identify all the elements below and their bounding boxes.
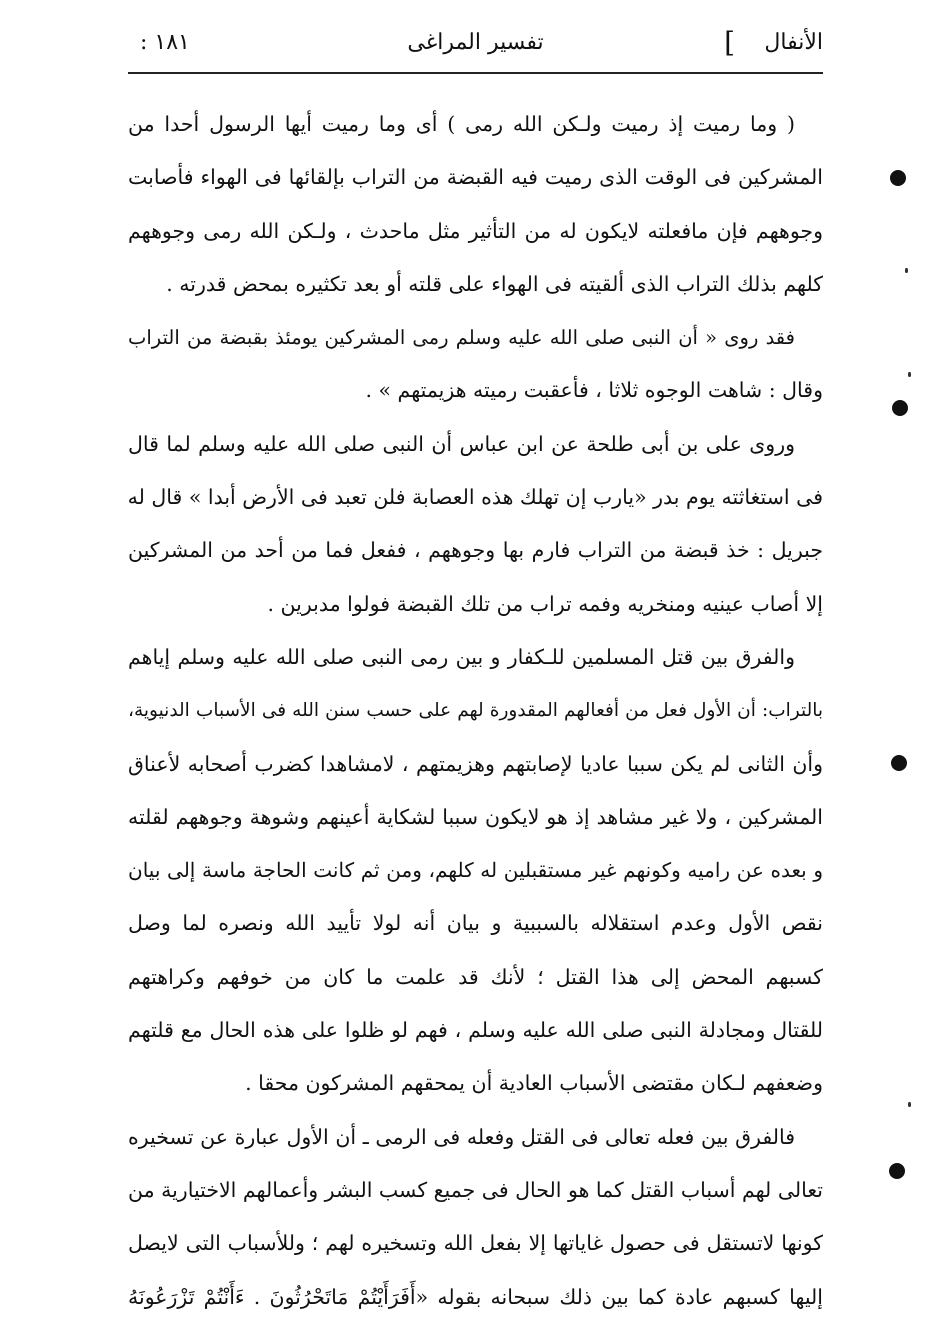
text-line: إليها كسبهم عادة كما بين ذلك سبحانه بقوله «أَفَرَأَيْتُمْ مَاتَحْرُثُونَ . ءَأَنْتُمْ تَزْرَعُونَهُ (128, 1284, 823, 1309)
text-line: وضعفهم لـكان مقتضى الأسباب العادية أن يمحقهم المشركون محقا . (245, 1071, 823, 1096)
text-line: المشركين ، ولا غير مشاهد إذ هو لايكون سببا لشكاية أعينهم وشوهة وجوههم لقلته (128, 804, 823, 829)
text-line: كسبهم المحض إلى هذا القتل ؛ لأنك قد علمت ما كان من خوفهم وكراهتهم (128, 964, 823, 989)
header-rule (128, 72, 823, 74)
margin-ink-blot (892, 400, 908, 416)
text-line: وروى على بن أبى طلحة عن ابن عباس أن النبى صلى الله عليه وسلم لما قال (128, 431, 795, 456)
header-bracket: ] (724, 26, 735, 59)
margin-speck (905, 268, 908, 273)
surah-name: الأنفال (764, 30, 823, 55)
text-line: كونها لاتستقل فى حصول غاياتها إلا بفعل الله وتسخيره لهم ؛ وللأسباب التى لايصل (128, 1231, 823, 1256)
text-line: فقد روى « أن النبى صلى الله عليه وسلم رمى المشركين يومئذ بقبضة من التراب (128, 326, 795, 350)
page-number: ١٨١ : (140, 30, 190, 55)
margin-ink-blot (889, 1163, 905, 1179)
text-line: للقتال ومجادلة النبى صلى الله عليه وسلم ، فهم لو ظلوا على هذه الحال مع قلتهم (128, 1018, 823, 1043)
text-line: فالفرق بين فعله تعالى فى القتل وفعله فى الرمى ـ أن الأول عبارة عن تسخيره (128, 1124, 795, 1149)
margin-ink-blot (891, 755, 907, 771)
text-line: بالتراب: أن الأول فعل من أفعالهم المقدورة لهم على حسب سنن الله فى الأسباب الدنيوية، (128, 700, 823, 722)
body-text (128, 98, 823, 1324)
text-line: كلهم بذلك التراب الذى ألقيته فى الهواء على قلته أو بعد تكثيره بمحض قدرته . (166, 271, 823, 296)
text-line: وقال : شاهت الوجوه ثلاثا ، فأعقبت رميته هزيمتهم » . (365, 378, 823, 403)
text-line: جبريل : خذ قبضة من التراب فارم بها وجوههم ، ففعل فما من أحد من المشركين (128, 538, 823, 563)
margin-ink-blot (890, 170, 906, 186)
text-line: وجوههم فإن مافعلته لايكون له من التأثير مثل ماحدث ، ولـكن الله رمى وجوههم (128, 218, 823, 243)
text-line: نقص الأول وعدم استقلاله بالسببية و بيان أنه لولا تأييد الله ونصره لما وصل (128, 911, 823, 936)
margin-speck (908, 1102, 911, 1107)
text-line: إلا أصاب عينيه ومنخريه وفمه تراب من تلك القبضة فولوا مدبرين . (267, 591, 823, 616)
text-line: ( وما رميت إذ رميت ولـكن الله رمى ) أى وما رميت أيها الرسول أحدا من (128, 112, 795, 136)
book-title: تفسير المراغى (407, 30, 544, 55)
text-line: وأن الثانى لم يكن سببا عاديا لإصابتهم وهزيمتهم ، لامشاهدا كضرب أصحابه لأعناق (128, 751, 823, 776)
running-header (128, 24, 823, 72)
text-line: والفرق بين قتل المسلمين للـكفار و بين رمى النبى صلى الله عليه وسلم إياهم (128, 644, 795, 669)
margin-speck (908, 372, 911, 377)
text-line: و بعده عن راميه وكونهم غير مستقبلين له كلهم، ومن ثم كانت الحاجة ماسة إلى بيان (128, 858, 823, 883)
text-line: المشركين فى الوقت الذى رميت فيه القبضة من التراب بإلقائها فى الهواء فأصابت (128, 165, 823, 190)
text-line: تعالى لهم أسباب القتل كما هو الحال فى جميع كسب البشر وأعمالهم الاختيارية من (128, 1177, 823, 1202)
text-line: فى استغاثته يوم بدر «يارب إن تهلك هذه العصابة فلن تعبد فى الأرض أبدا » قال له (128, 485, 823, 510)
